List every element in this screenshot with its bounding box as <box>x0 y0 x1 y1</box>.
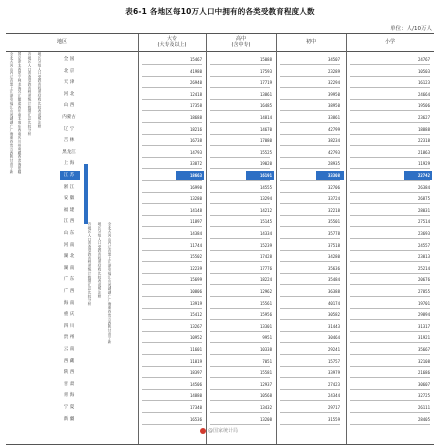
cell-value: 33979 <box>327 370 340 376</box>
table-row <box>6 112 434 123</box>
cell-value: 30607 <box>417 381 430 387</box>
cell-value: 15239 <box>259 242 272 248</box>
table-row <box>6 240 434 251</box>
cell-value: 15956 <box>259 312 272 318</box>
cell-value: 11897 <box>189 219 202 225</box>
cell-value: 19020 <box>259 161 272 167</box>
region-name: 上 海 <box>63 161 75 167</box>
cell-value: 31443 <box>327 323 340 329</box>
cell-value: 14670 <box>259 126 272 132</box>
cell-value: 25214 <box>417 265 430 271</box>
side-text-column: 全北天河山内辽吉黑上江浙安福江山河湖湖广广海重四贵云西陕甘青宁新 <box>10 52 14 174</box>
region-name: 陕 西 <box>63 370 75 376</box>
cell-value: 13208 <box>259 416 272 422</box>
cell-value: 15502 <box>189 254 202 260</box>
cell-value: 32108 <box>417 358 430 364</box>
region-name: 浙 江 <box>63 184 75 190</box>
cell-value: 11601 <box>189 347 202 352</box>
cell-value: 17080 <box>259 138 272 144</box>
table-row <box>6 66 434 77</box>
table-row <box>6 89 434 100</box>
cell-value: 19506 <box>417 103 430 109</box>
table-row <box>6 205 434 216</box>
cell-value: 42793 <box>327 149 340 155</box>
region-name: 贵 州 <box>63 335 75 341</box>
cell-value: 15412 <box>189 312 202 318</box>
cell-value: 15088 <box>259 57 272 62</box>
cell-value: 28031 <box>417 207 430 213</box>
cell-value: 31921 <box>417 335 430 341</box>
cell-value: 14506 <box>189 381 202 387</box>
region-name: 内蒙古 <box>62 115 76 120</box>
cell-value: 17593 <box>259 68 272 74</box>
cell-value: 18216 <box>189 126 202 132</box>
table-row <box>6 332 434 343</box>
table-row <box>6 356 434 367</box>
cell-value: 21863 <box>417 149 430 155</box>
region-name: 辽 宁 <box>63 126 75 132</box>
cell-value: 42799 <box>327 126 340 132</box>
cell-value: 16738 <box>189 138 202 144</box>
region-name: 海 南 <box>63 300 75 306</box>
cell-value: 26940 <box>189 80 202 86</box>
region-name: 广 西 <box>63 289 75 294</box>
region-name: 江 西 <box>63 219 75 225</box>
region-name: 四 川 <box>63 323 75 329</box>
cell-value: 14793 <box>189 149 202 155</box>
cell-value: 29241 <box>327 347 340 352</box>
cell-value: 18663 <box>189 173 202 178</box>
cell-value: 33872 <box>189 161 202 167</box>
cell-value: 33724 <box>327 196 340 202</box>
table-row <box>6 414 434 425</box>
region-name: 江 苏 <box>63 173 75 178</box>
cell-value: 17719 <box>259 80 272 86</box>
cell-value: 32218 <box>327 207 340 213</box>
table-row <box>6 298 434 309</box>
cell-value: 28935 <box>327 161 340 167</box>
cell-value: 17776 <box>259 265 272 271</box>
table-row <box>6 263 434 274</box>
cell-value: 30464 <box>327 335 340 341</box>
table-row <box>6 228 434 239</box>
cell-value: 16485 <box>259 103 272 109</box>
cell-value: 7051 <box>262 358 272 364</box>
region-name: 全 国 <box>63 57 75 62</box>
cell-value: 15581 <box>259 370 272 376</box>
cell-value: 35778 <box>327 231 340 236</box>
cell-value: 32294 <box>327 80 340 86</box>
region-name: 北 京 <box>63 68 75 74</box>
region-name: 宁 夏 <box>63 405 75 410</box>
table-body <box>6 52 434 444</box>
cell-value: 22742 <box>417 173 430 178</box>
cell-value: 11929 <box>417 161 430 167</box>
cell-value: 24767 <box>417 57 430 62</box>
cell-value: 39950 <box>327 91 340 97</box>
cell-value: 36388 <box>327 289 340 294</box>
cell-value: 29894 <box>417 312 430 318</box>
cell-value: 13267 <box>189 323 202 329</box>
table-row <box>6 193 434 204</box>
cell-value: 14555 <box>259 184 272 190</box>
cell-value: 26384 <box>417 184 430 190</box>
cell-value: 12239 <box>189 265 202 271</box>
cell-value: 23013 <box>417 254 430 260</box>
region-name: 甘 肃 <box>63 381 75 387</box>
watermark <box>200 427 238 434</box>
table-row <box>6 216 434 227</box>
table-row <box>6 286 434 297</box>
cell-value: 29717 <box>327 405 340 410</box>
table-row <box>6 274 434 285</box>
cell-value: 24344 <box>327 393 340 399</box>
cell-value: 13280 <box>189 196 202 202</box>
cell-value: 14148 <box>189 207 202 213</box>
cell-value: 23627 <box>417 115 430 120</box>
region-name: 西 藏 <box>63 358 75 364</box>
table-row <box>6 251 434 262</box>
cell-value: 12418 <box>189 91 202 97</box>
cell-value: 20676 <box>417 277 430 283</box>
document-title: 表6-1 各地区每10万人口中拥有的各类受教育程度人数 <box>125 7 315 16</box>
cell-value: 23693 <box>417 231 430 236</box>
table-row <box>6 182 434 193</box>
cell-value: 26875 <box>417 196 430 202</box>
cell-value: 13432 <box>259 405 272 410</box>
cell-value: 10568 <box>259 393 272 399</box>
region-name: 广 东 <box>63 277 75 283</box>
side-text-column: 各地区人口普查受教育程度统计数据汇总比较分析 <box>88 222 92 306</box>
weibo-logo-icon <box>200 428 206 434</box>
cell-value: 41980 <box>189 68 202 74</box>
cell-value: 14384 <box>189 231 202 236</box>
table-row <box>6 390 434 401</box>
cell-value: 14880 <box>189 393 202 399</box>
table-row <box>6 158 434 169</box>
cell-value: 17340 <box>189 405 202 410</box>
side-text-column: 地区分组人口受教育程度结构比较表说明注释 <box>38 52 42 128</box>
cell-value: 19701 <box>417 300 430 306</box>
region-name: 吉 林 <box>63 138 75 144</box>
region-name: 山 西 <box>63 103 75 109</box>
watermark-text: @国家统计局 <box>208 428 239 434</box>
table-row <box>6 170 434 181</box>
table-row <box>6 367 434 378</box>
cell-value: 13861 <box>259 91 272 97</box>
cell-value: 14334 <box>259 231 272 236</box>
cell-value: 15467 <box>189 57 202 62</box>
cell-value: 28405 <box>417 416 430 422</box>
table-row <box>6 124 434 135</box>
cell-value: 14814 <box>259 115 272 120</box>
cell-value: 35636 <box>327 265 340 271</box>
cell-value: 16191 <box>259 173 272 178</box>
data-table <box>6 33 434 445</box>
region-name: 湖 南 <box>63 265 75 271</box>
cell-value: 10503 <box>417 68 430 74</box>
cell-value: 15757 <box>327 358 340 364</box>
cell-value: 10952 <box>189 335 202 341</box>
cell-value: 18688 <box>189 115 202 120</box>
cell-value: 18224 <box>259 277 272 283</box>
table-row <box>6 344 434 355</box>
cell-value: 38950 <box>327 103 340 109</box>
cell-value: 37518 <box>327 242 340 248</box>
cell-value: 33308 <box>327 173 340 178</box>
side-text-column: 全北天河山内辽吉黑上江浙安福江山河湖湖广广海重四贵云西陕甘青宁新 <box>108 222 112 344</box>
header-region: 地区 <box>56 39 67 45</box>
region-name: 安 徽 <box>63 196 75 202</box>
side-text-column: 国京津北西蒙宁林龙海苏江徽建西东南北南东西南庆川州南藏西肃海夏疆 <box>18 52 22 174</box>
cell-value: 13294 <box>259 196 272 202</box>
table-row <box>6 77 434 88</box>
header-university: 大专 (大专及以上) <box>157 36 187 48</box>
side-text-column: 地区分组人口受教育程度结构比较表说明注释 <box>98 222 102 298</box>
cell-value: 23289 <box>327 68 340 74</box>
region-name: 重 庆 <box>63 312 75 318</box>
cell-value: 12937 <box>259 381 272 387</box>
cell-value: 30582 <box>327 312 340 318</box>
cell-value: 40174 <box>327 300 340 306</box>
cell-value: 18888 <box>417 126 430 132</box>
table-row <box>6 100 434 111</box>
cell-value: 17358 <box>189 103 202 109</box>
table-header <box>6 34 434 52</box>
cell-value: 24557 <box>417 242 430 248</box>
cell-value: 35501 <box>327 219 340 225</box>
region-name: 云 南 <box>63 347 75 352</box>
region-name: 河 北 <box>63 91 75 97</box>
cell-value: 10806 <box>189 289 202 294</box>
cell-value: 15561 <box>259 300 272 306</box>
table-row <box>6 147 434 158</box>
cell-value: 27423 <box>327 381 340 387</box>
region-name: 河 南 <box>63 242 75 248</box>
region-name: 湖 北 <box>63 254 75 260</box>
table-row <box>6 402 434 413</box>
cell-value: 11019 <box>189 358 202 364</box>
cell-value: 13301 <box>259 323 272 329</box>
cell-value: 21686 <box>417 370 430 376</box>
cell-value: 15525 <box>259 149 272 155</box>
cell-value: 22318 <box>417 138 430 144</box>
cell-value: 34507 <box>327 57 340 62</box>
cell-value: 18397 <box>189 370 202 376</box>
region-name: 天 津 <box>63 80 75 86</box>
side-text-column: 各地区人口普查受教育程度统计数据汇总比较分析 <box>28 52 32 136</box>
table-row <box>6 54 434 65</box>
cell-value: 27855 <box>417 289 430 294</box>
cell-value: 16990 <box>189 184 202 190</box>
header-middle-school: 初中 <box>305 39 316 45</box>
region-name: 黑龙江 <box>62 149 76 155</box>
cell-value: 31317 <box>417 323 430 329</box>
cell-value: 27514 <box>417 219 430 225</box>
cell-value: 33861 <box>327 115 340 120</box>
unit-note: 单位：人/10万人 <box>390 26 432 32</box>
cell-value: 16123 <box>417 80 430 86</box>
cell-value: 13919 <box>189 300 202 306</box>
cell-value: 9951 <box>262 335 272 341</box>
region-name: 山 东 <box>63 231 75 236</box>
cell-value: 17428 <box>259 254 272 260</box>
table-row <box>6 309 434 320</box>
cell-value: 16536 <box>189 416 202 422</box>
cell-value: 35667 <box>417 347 430 352</box>
cell-value: 10338 <box>259 347 272 352</box>
cell-value: 15699 <box>189 277 202 283</box>
cell-value: 11744 <box>189 242 202 248</box>
table-row <box>6 135 434 146</box>
cell-value: 32706 <box>327 184 340 190</box>
region-name: 新 疆 <box>63 416 75 422</box>
cell-value: 26111 <box>417 405 430 410</box>
header-high-school: 高中 (含中专) <box>231 36 251 48</box>
header-primary-school: 小学 <box>384 39 395 45</box>
cell-value: 32725 <box>417 393 430 399</box>
region-name: 青 海 <box>63 393 75 399</box>
cell-value: 12962 <box>259 289 272 294</box>
table-row <box>6 321 434 332</box>
table-row <box>6 379 434 390</box>
cell-value: 34280 <box>327 254 340 260</box>
cell-value: 35484 <box>327 277 340 283</box>
cell-value: 15145 <box>259 219 272 225</box>
cell-value: 31559 <box>327 416 340 422</box>
cell-value: 24664 <box>417 91 430 97</box>
cell-value: 38234 <box>327 138 340 144</box>
region-name: 福 建 <box>63 207 75 213</box>
cell-value: 14212 <box>259 207 272 213</box>
